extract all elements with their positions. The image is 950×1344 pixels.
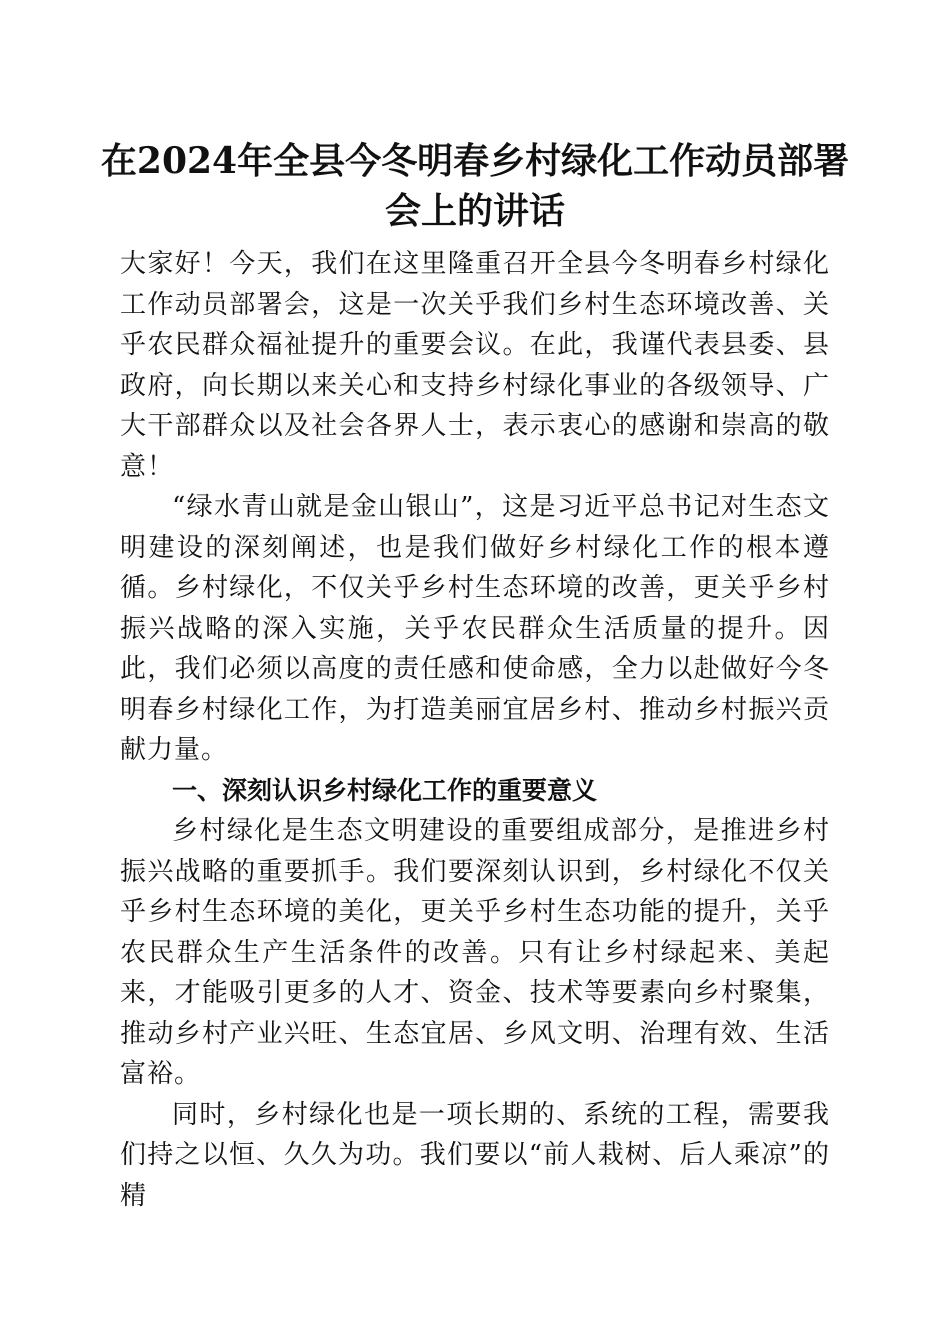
document-title: 在2024年全县今冬明春乡村绿化工作动员部署会上的讲话	[100, 140, 850, 232]
document-body	[120, 244, 830, 1216]
body-paragraph: 乡村绿化是生态文明建设的重要组成部分，是推进乡村振兴战略的重要抓手。我们要深刻认识到，乡村绿化不仅关乎乡村生态环境的美化，更关乎乡村生态功能的提升，关乎农民群众生产生活条件的改善。只有让乡村绿起来、美起来，才能吸引更多的人才、资金、技术等要素向乡村聚集，推动乡村产业兴旺、生态宜居、乡风文明、治理有效、生活富裕。	[120, 816, 830, 1089]
body-paragraph: 同时，乡村绿化也是一项长期的、系统的工程，需要我们持之以恒、久久为功。我们要以“前人栽树、后人乘凉”的精	[120, 1099, 830, 1211]
greeting-paragraph: 大家好！今天，我们在这里隆重召开全县今冬明春乡村绿化工作动员部署会，这是一次关乎我们乡村生态环境改善、关乎农民群众福祉提升的重要会议。在此，我谨代表县委、县政府，向长期以来关心和支持乡村绿化事业的各级领导、广大干部群众以及社会各界人士，表示衷心的感谢和崇高的敬意！	[120, 249, 830, 482]
section-heading: 一、深刻认识乡村绿化工作的重要意义	[172, 775, 598, 805]
body-paragraph: “绿水青山就是金山银山”，这是习近平总书记对生态文明建设的深刻阐述，也是我们做好乡村绿化工作的根本遵循。乡村绿化，不仅关乎乡村生态环境的改善，更关乎乡村振兴战略的深入实施，关乎农民群众生活质量的提升。因此，我们必须以高度的责任感和使命感，全力以赴做好今冬明春乡村绿化工作，为打造美丽宜居乡村、推动乡村振兴贡献力量。	[120, 492, 830, 765]
